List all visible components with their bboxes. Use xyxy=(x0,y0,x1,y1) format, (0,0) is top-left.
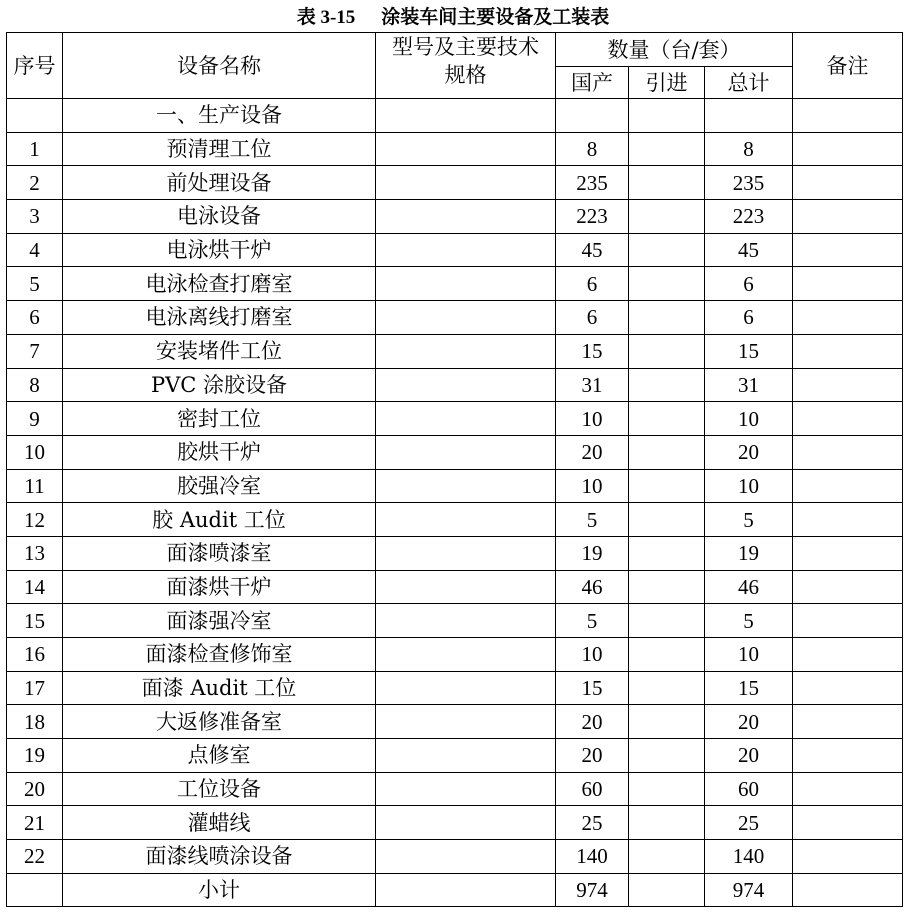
row-domestic: 45 xyxy=(556,233,629,267)
row-remark xyxy=(793,739,903,773)
row-domestic: 15 xyxy=(556,671,629,705)
row-seq: 12 xyxy=(7,503,63,537)
header-name: 设备名称 xyxy=(63,33,376,99)
equipment-table xyxy=(6,32,903,907)
row-total: 20 xyxy=(705,705,793,739)
row-name: PVC 涂胶设备 xyxy=(63,368,376,402)
row-domestic: 60 xyxy=(556,772,629,806)
row-name: 大返修准备室 xyxy=(63,705,376,739)
row-remark xyxy=(793,233,903,267)
row-imported xyxy=(629,503,705,537)
row-imported xyxy=(629,233,705,267)
row-remark xyxy=(793,469,903,503)
row-total: 235 xyxy=(705,166,793,200)
row-name: 工位设备 xyxy=(63,772,376,806)
row-remark xyxy=(793,806,903,840)
row-spec xyxy=(376,840,556,874)
row-seq: 11 xyxy=(7,469,63,503)
row-spec xyxy=(376,233,556,267)
row-domestic: 6 xyxy=(556,267,629,301)
row-spec xyxy=(376,638,556,672)
row-imported xyxy=(629,536,705,570)
section-seq-cell xyxy=(7,99,63,133)
row-domestic: 20 xyxy=(556,435,629,469)
row-total: 10 xyxy=(705,638,793,672)
row-total: 140 xyxy=(705,840,793,874)
table-row xyxy=(7,469,903,503)
header-imported: 引进 xyxy=(629,67,705,99)
row-spec xyxy=(376,739,556,773)
section-label: 一、生产设备 xyxy=(63,99,376,133)
row-name: 电泳烘干炉 xyxy=(63,233,376,267)
row-spec xyxy=(376,166,556,200)
row-name: 面漆 Audit 工位 xyxy=(63,671,376,705)
row-domestic: 20 xyxy=(556,705,629,739)
row-name: 预清理工位 xyxy=(63,132,376,166)
row-name: 灌蜡线 xyxy=(63,806,376,840)
row-remark xyxy=(793,402,903,436)
table-row xyxy=(7,705,903,739)
header-domestic: 国产 xyxy=(556,67,629,99)
header-quantity: 数量（台/套） xyxy=(556,33,793,67)
table-row xyxy=(7,368,903,402)
row-remark xyxy=(793,705,903,739)
table-row xyxy=(7,132,903,166)
row-name: 面漆烘干炉 xyxy=(63,570,376,604)
row-remark xyxy=(793,604,903,638)
header-spec-line2: 规格 xyxy=(444,63,487,87)
row-domestic: 5 xyxy=(556,503,629,537)
table-number: 表 3-15 xyxy=(296,7,356,28)
table-row xyxy=(7,402,903,436)
row-spec xyxy=(376,671,556,705)
row-name: 前处理设备 xyxy=(63,166,376,200)
row-total: 20 xyxy=(705,739,793,773)
row-imported xyxy=(629,267,705,301)
row-spec xyxy=(376,301,556,335)
row-domestic: 19 xyxy=(556,536,629,570)
row-spec xyxy=(376,469,556,503)
row-total: 15 xyxy=(705,671,793,705)
table-row xyxy=(7,166,903,200)
row-total: 45 xyxy=(705,233,793,267)
row-imported xyxy=(629,840,705,874)
row-domestic: 8 xyxy=(556,132,629,166)
row-seq: 1 xyxy=(7,132,63,166)
row-total: 8 xyxy=(705,132,793,166)
table-row xyxy=(7,570,903,604)
row-spec xyxy=(376,570,556,604)
row-total: 10 xyxy=(705,469,793,503)
row-imported xyxy=(629,570,705,604)
table-row xyxy=(7,604,903,638)
row-total: 6 xyxy=(705,267,793,301)
table-row xyxy=(7,772,903,806)
row-name: 面漆喷漆室 xyxy=(63,536,376,570)
row-name: 胶 Audit 工位 xyxy=(63,503,376,537)
row-total: 20 xyxy=(705,435,793,469)
table-row xyxy=(7,435,903,469)
row-remark xyxy=(793,840,903,874)
row-name: 安装堵件工位 xyxy=(63,334,376,368)
row-remark xyxy=(793,671,903,705)
subtotal-label: 小计 xyxy=(63,873,376,906)
row-spec xyxy=(376,503,556,537)
row-seq: 4 xyxy=(7,233,63,267)
row-seq: 16 xyxy=(7,638,63,672)
row-total: 46 xyxy=(705,570,793,604)
table-row xyxy=(7,739,903,773)
row-seq: 19 xyxy=(7,739,63,773)
row-seq: 22 xyxy=(7,840,63,874)
header-remark: 备注 xyxy=(793,33,903,99)
row-seq: 2 xyxy=(7,166,63,200)
row-seq: 7 xyxy=(7,334,63,368)
row-total: 5 xyxy=(705,503,793,537)
row-remark xyxy=(793,368,903,402)
row-total: 25 xyxy=(705,806,793,840)
row-imported xyxy=(629,334,705,368)
table-row xyxy=(7,233,903,267)
row-total: 19 xyxy=(705,536,793,570)
table-row xyxy=(7,638,903,672)
row-seq: 17 xyxy=(7,671,63,705)
row-seq: 14 xyxy=(7,570,63,604)
row-domestic: 10 xyxy=(556,402,629,436)
row-remark xyxy=(793,435,903,469)
row-domestic: 235 xyxy=(556,166,629,200)
row-seq: 8 xyxy=(7,368,63,402)
row-imported xyxy=(629,301,705,335)
row-total: 6 xyxy=(705,301,793,335)
row-imported xyxy=(629,705,705,739)
row-domestic: 140 xyxy=(556,840,629,874)
row-seq: 9 xyxy=(7,402,63,436)
row-imported xyxy=(629,132,705,166)
table-row xyxy=(7,200,903,234)
row-total: 5 xyxy=(705,604,793,638)
row-imported xyxy=(629,671,705,705)
table-row xyxy=(7,840,903,874)
row-imported xyxy=(629,368,705,402)
row-remark xyxy=(793,638,903,672)
row-name: 面漆强冷室 xyxy=(63,604,376,638)
row-total: 31 xyxy=(705,368,793,402)
row-name: 面漆检查修饰室 xyxy=(63,638,376,672)
row-name: 胶强冷室 xyxy=(63,469,376,503)
row-domestic: 15 xyxy=(556,334,629,368)
row-domestic: 6 xyxy=(556,301,629,335)
row-imported xyxy=(629,739,705,773)
row-spec xyxy=(376,402,556,436)
row-imported xyxy=(629,402,705,436)
row-imported xyxy=(629,435,705,469)
row-imported xyxy=(629,200,705,234)
header-total: 总计 xyxy=(705,67,793,99)
row-seq: 15 xyxy=(7,604,63,638)
row-domestic: 10 xyxy=(556,638,629,672)
table-row xyxy=(7,334,903,368)
header-spec-line1: 型号及主要技术 xyxy=(392,35,539,59)
row-domestic: 46 xyxy=(556,570,629,604)
row-spec xyxy=(376,334,556,368)
row-spec xyxy=(376,267,556,301)
row-name: 电泳检查打磨室 xyxy=(63,267,376,301)
row-name: 胶烘干炉 xyxy=(63,435,376,469)
row-spec xyxy=(376,604,556,638)
table-row xyxy=(7,267,903,301)
header-spec xyxy=(376,33,556,99)
row-spec xyxy=(376,772,556,806)
header-seq: 序号 xyxy=(7,33,63,99)
row-seq: 10 xyxy=(7,435,63,469)
row-remark xyxy=(793,166,903,200)
row-seq: 18 xyxy=(7,705,63,739)
row-remark xyxy=(793,301,903,335)
row-name: 点修室 xyxy=(63,739,376,773)
section-row xyxy=(7,99,903,133)
row-remark xyxy=(793,200,903,234)
row-total: 15 xyxy=(705,334,793,368)
row-remark xyxy=(793,132,903,166)
row-domestic: 31 xyxy=(556,368,629,402)
row-name: 密封工位 xyxy=(63,402,376,436)
row-spec xyxy=(376,705,556,739)
row-spec xyxy=(376,132,556,166)
row-remark xyxy=(793,503,903,537)
row-domestic: 20 xyxy=(556,739,629,773)
row-remark xyxy=(793,570,903,604)
subtotal-domestic: 974 xyxy=(556,873,629,906)
row-domestic: 10 xyxy=(556,469,629,503)
row-name: 面漆线喷涂设备 xyxy=(63,840,376,874)
table-caption: 涂装车间主要设备及工装表 xyxy=(381,6,610,28)
table-row xyxy=(7,503,903,537)
row-imported xyxy=(629,469,705,503)
row-spec xyxy=(376,368,556,402)
table-title xyxy=(0,2,906,32)
row-total: 223 xyxy=(705,200,793,234)
row-domestic: 5 xyxy=(556,604,629,638)
row-spec xyxy=(376,806,556,840)
subtotal-row xyxy=(7,873,903,906)
row-imported xyxy=(629,604,705,638)
row-seq: 5 xyxy=(7,267,63,301)
row-total: 60 xyxy=(705,772,793,806)
row-spec xyxy=(376,200,556,234)
row-imported xyxy=(629,638,705,672)
row-seq: 21 xyxy=(7,806,63,840)
table-row xyxy=(7,536,903,570)
row-domestic: 223 xyxy=(556,200,629,234)
row-spec xyxy=(376,536,556,570)
row-remark xyxy=(793,772,903,806)
row-remark xyxy=(793,267,903,301)
row-domestic: 25 xyxy=(556,806,629,840)
row-remark xyxy=(793,536,903,570)
row-name: 电泳离线打磨室 xyxy=(63,301,376,335)
row-seq: 3 xyxy=(7,200,63,234)
row-name: 电泳设备 xyxy=(63,200,376,234)
table-row xyxy=(7,806,903,840)
subtotal-total: 974 xyxy=(705,873,793,906)
row-spec xyxy=(376,435,556,469)
row-imported xyxy=(629,772,705,806)
row-seq: 20 xyxy=(7,772,63,806)
table-row xyxy=(7,301,903,335)
row-seq: 13 xyxy=(7,536,63,570)
table-row xyxy=(7,671,903,705)
row-total: 10 xyxy=(705,402,793,436)
row-imported xyxy=(629,806,705,840)
row-imported xyxy=(629,166,705,200)
row-seq: 6 xyxy=(7,301,63,335)
row-remark xyxy=(793,334,903,368)
